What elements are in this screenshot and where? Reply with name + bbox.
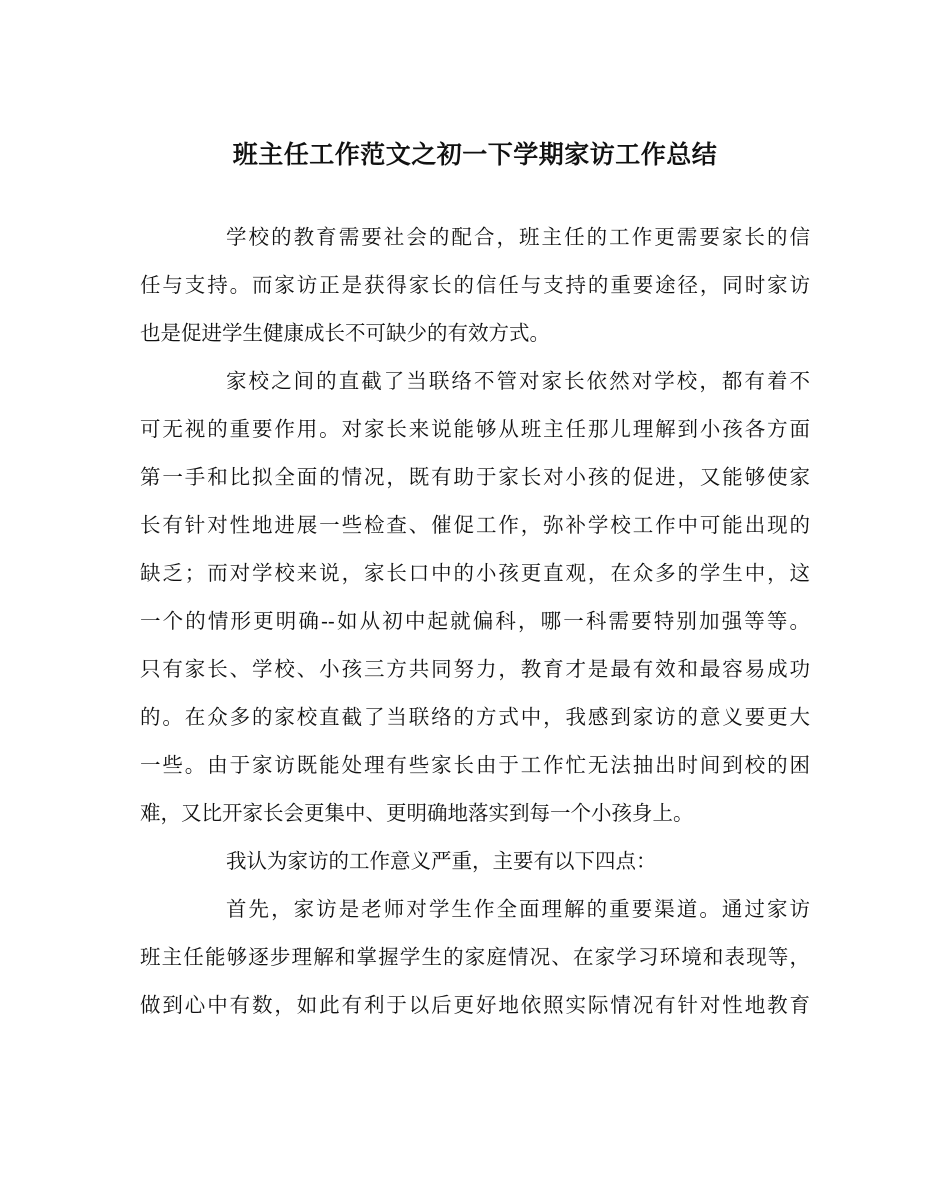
paragraph-line: 做到心中有数，如此有利于以后更好地依照实际情况有针对性地教育	[140, 993, 810, 1017]
paragraph-line: 家校之间的直截了当联络不管对家长依然对学校，都有着不	[226, 369, 810, 393]
paragraph-line: 第一手和比拟全面的情况，既有助于家长对小孩的促进，又能够使家	[140, 465, 810, 489]
paragraph-line: 难，又比开家长会更集中、更明确地落实到每一个小孩身上。	[140, 801, 694, 825]
paragraph-line: 一些。由于家访既能处理有些家长由于工作忙无法抽出时间到校的困	[140, 753, 810, 777]
paragraph-line: 缺乏；而对学校来说，家长口中的小孩更直观，在众多的学生中，这	[140, 561, 810, 585]
paragraph-line: 一个的情形更明确--如从初中起就偏科，哪一科需要特别加强等等。	[140, 609, 810, 633]
paragraph-line: 任与支持。而家访正是获得家长的信任与支持的重要途径，同时家访	[140, 273, 810, 297]
paragraph-line: 我认为家访的工作意义严重，主要有以下四点：	[226, 849, 657, 873]
paragraph-line: 长有针对性地进展一些检查、催促工作，弥补学校工作中可能出现的	[140, 513, 810, 537]
document-title: 班主任工作范文之初一下学期家访工作总结	[232, 140, 718, 169]
paragraph-line: 也是促进学生健康成长不可缺少的有效方式。	[140, 321, 550, 345]
paragraph-line: 首先，家访是老师对学生作全面理解的重要渠道。通过家访	[226, 897, 810, 921]
document-body	[140, 220, 810, 1036]
paragraph-line: 的。在众多的家校直截了当联络的方式中，我感到家访的意义要更大	[140, 705, 810, 729]
paragraph-line: 学校的教育需要社会的配合，班主任的工作更需要家长的信	[226, 225, 810, 249]
paragraph-line: 班主任能够逐步理解和掌握学生的家庭情况、在家学习环境和表现等，	[140, 945, 810, 969]
paragraph-line: 可无视的重要作用。对家长来说能够从班主任那儿理解到小孩各方面	[140, 417, 810, 441]
paragraph-line: 只有家长、学校、小孩三方共同努力，教育才是最有效和最容易成功	[140, 657, 810, 681]
